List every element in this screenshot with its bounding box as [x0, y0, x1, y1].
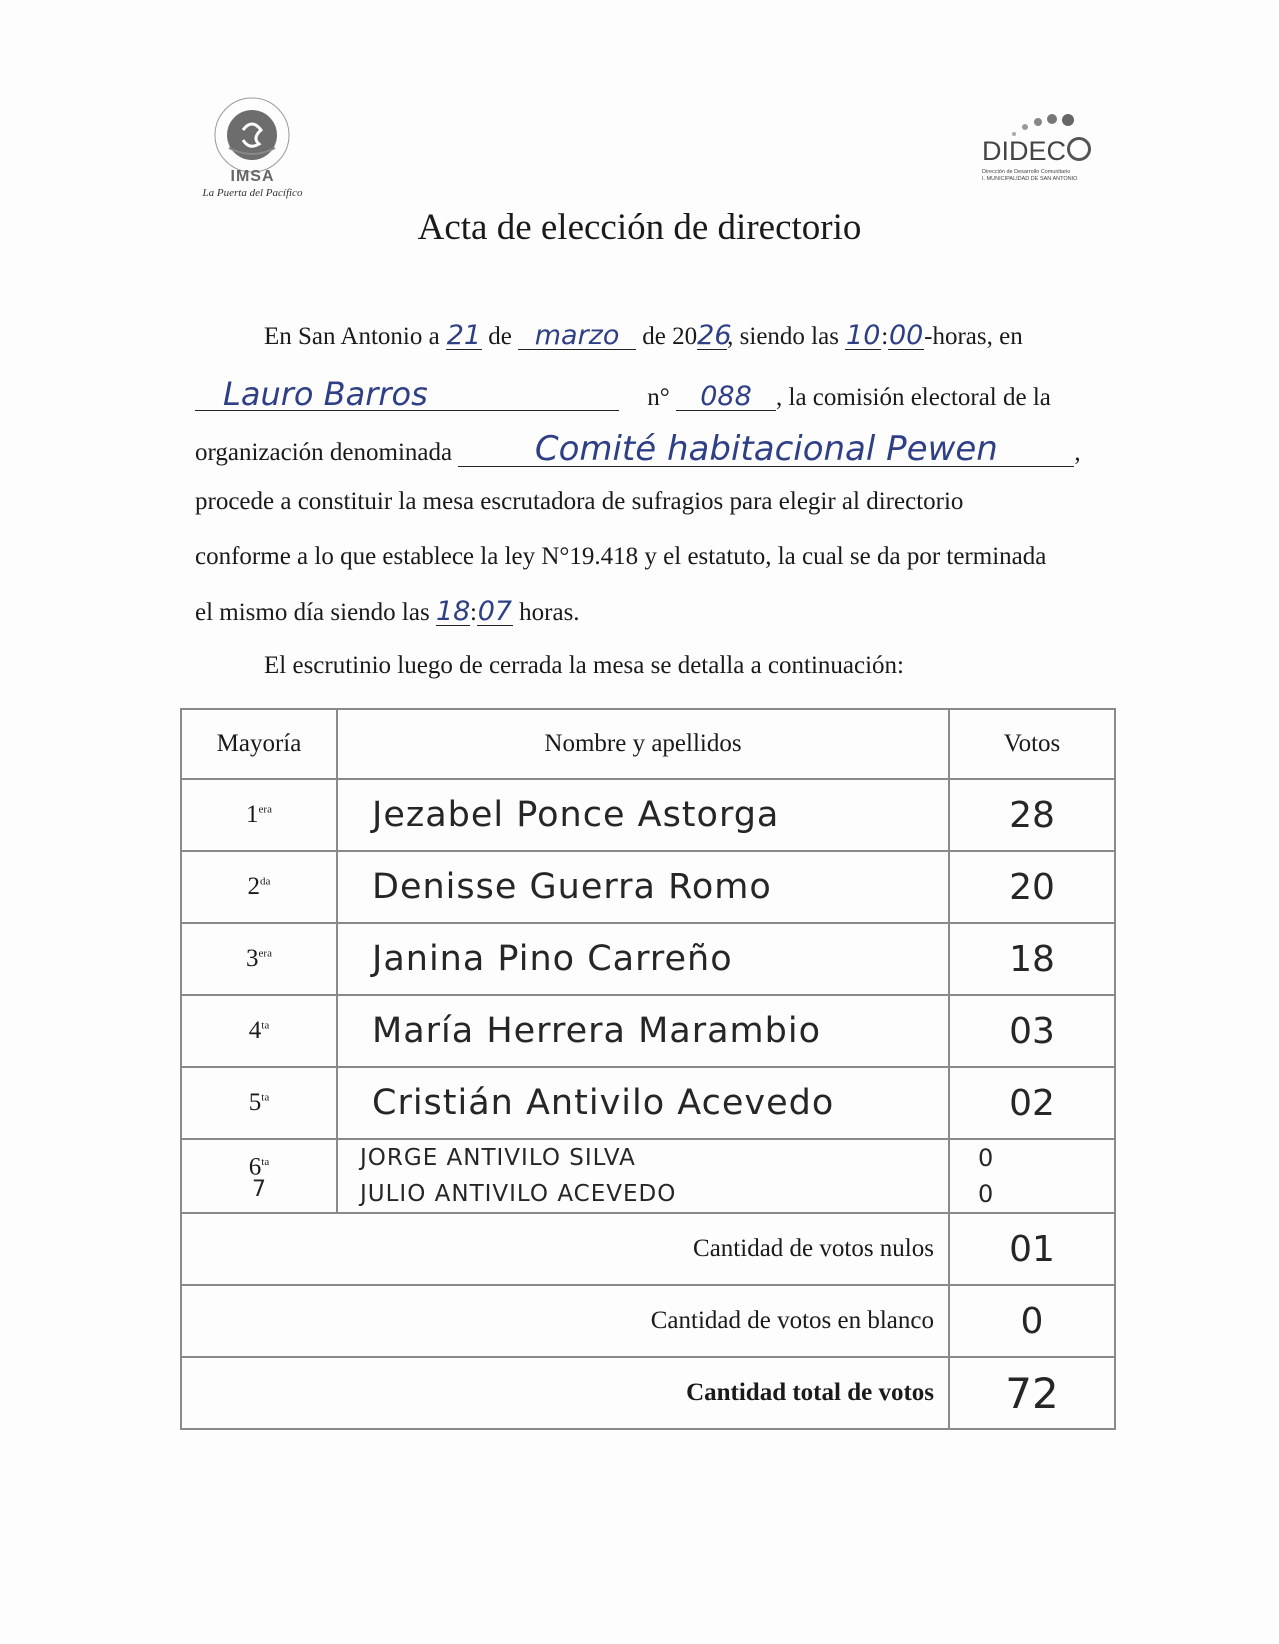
null-votes-label: Cantidad de votos nulos: [181, 1213, 949, 1285]
rank-cell: $3^{era}$: [181, 923, 337, 995]
body-line-4: procede a constituir la mesa escrutadora de sufragios para elegir al directorio: [195, 488, 964, 515]
vote-count: 0 0: [949, 1139, 1115, 1213]
results-table: [180, 708, 1116, 1430]
organization-field: Comité habitacional Pewen: [458, 432, 1074, 467]
body-line-3: organización denominada Comité habitacional Pewen ,: [195, 429, 1081, 469]
rank-cell: $6^{ta}$ 7: [181, 1139, 337, 1213]
header-votos: Votos: [949, 709, 1115, 779]
table-row: [181, 923, 1115, 995]
vote-count: 20: [949, 851, 1115, 923]
rank-cell: $4^{ta}$: [181, 995, 337, 1067]
blank-votes-count: 0: [949, 1285, 1115, 1357]
day-field: 21: [446, 320, 482, 351]
end-hour-field: 18: [435, 596, 471, 627]
header-nombre: Nombre y apellidos: [337, 709, 949, 779]
table-header-row: [181, 709, 1115, 779]
number-field: 088: [676, 383, 776, 411]
document-title: Acta de elección de directorio: [417, 207, 862, 248]
candidate-name: Cristián Antivilo Acevedo: [337, 1067, 949, 1139]
rank-cell: $2^{da}$: [181, 851, 337, 923]
table-row: [181, 779, 1115, 851]
candidate-name: Jezabel Ponce Astorga: [337, 779, 949, 851]
rank-cell: $5^{ta}$: [181, 1067, 337, 1139]
candidate-name: Janina Pino Carreño: [337, 923, 949, 995]
vote-count: 28: [949, 779, 1115, 851]
body-line-5: conforme a lo que establece la ley N°19.418 y el estatuto, la cual se da por terminada: [195, 543, 1047, 570]
start-minute-field: 00: [888, 320, 924, 351]
total-votes-label: Cantidad total de votos: [181, 1357, 949, 1429]
imsa-name: IMSA: [230, 168, 275, 185]
month-field: marzo: [518, 322, 636, 350]
table-row: [181, 1067, 1115, 1139]
vote-count: 02: [949, 1067, 1115, 1139]
table-row: [181, 851, 1115, 923]
imsa-slogan: La Puerta del Pacífico: [202, 187, 303, 199]
blank-votes-row: [181, 1285, 1115, 1357]
start-hour-field: 10: [846, 320, 881, 351]
body-line-6: el mismo día siendo las 18:07 horas.: [195, 596, 580, 627]
body-line-1: En San Antonio a 21 de marzo de 2026, siendo las 10:00-horas, en: [264, 320, 1023, 351]
street-field: Lauro Barros: [195, 378, 619, 411]
null-votes-count: 01: [949, 1213, 1115, 1285]
header-mayoria: Mayoría: [181, 709, 337, 779]
candidate-name: JORGE ANTIVILO SILVA JULIO ANTIVILO ACEVEDO: [337, 1139, 949, 1213]
vote-count: 18: [949, 923, 1115, 995]
table-row: [181, 1139, 1115, 1213]
table-row: [181, 995, 1115, 1067]
dideco-subtitle-2: I. MUNICIPALIDAD DE SAN ANTONIO: [982, 176, 1078, 182]
imsa-emblem-icon: [213, 96, 291, 174]
body-line-2: Lauro Barros n° 088 , la comisión electoral de la: [195, 378, 1051, 412]
vote-count: 03: [949, 995, 1115, 1067]
dideco-logo: [978, 110, 1103, 190]
blank-votes-label: Cantidad de votos en blanco: [181, 1285, 949, 1357]
rank-cell: $1^{era}$: [181, 779, 337, 851]
total-votes-count: 72: [949, 1357, 1115, 1429]
candidate-name: Denisse Guerra Romo: [337, 851, 949, 923]
null-votes-row: [181, 1213, 1115, 1285]
year-field: 26: [697, 320, 732, 351]
body-line-7: El escrutinio luego de cerrada la mesa se detalla a continuación:: [264, 652, 905, 679]
imsa-logo: [195, 88, 310, 200]
dideco-name: DIDEC: [982, 136, 1091, 167]
total-votes-row: [181, 1357, 1115, 1429]
dideco-subtitle: Dirección de Desarrollo Comunitario: [982, 169, 1071, 175]
end-minute-field: 07: [477, 596, 513, 627]
candidate-name: María Herrera Marambio: [337, 995, 949, 1067]
